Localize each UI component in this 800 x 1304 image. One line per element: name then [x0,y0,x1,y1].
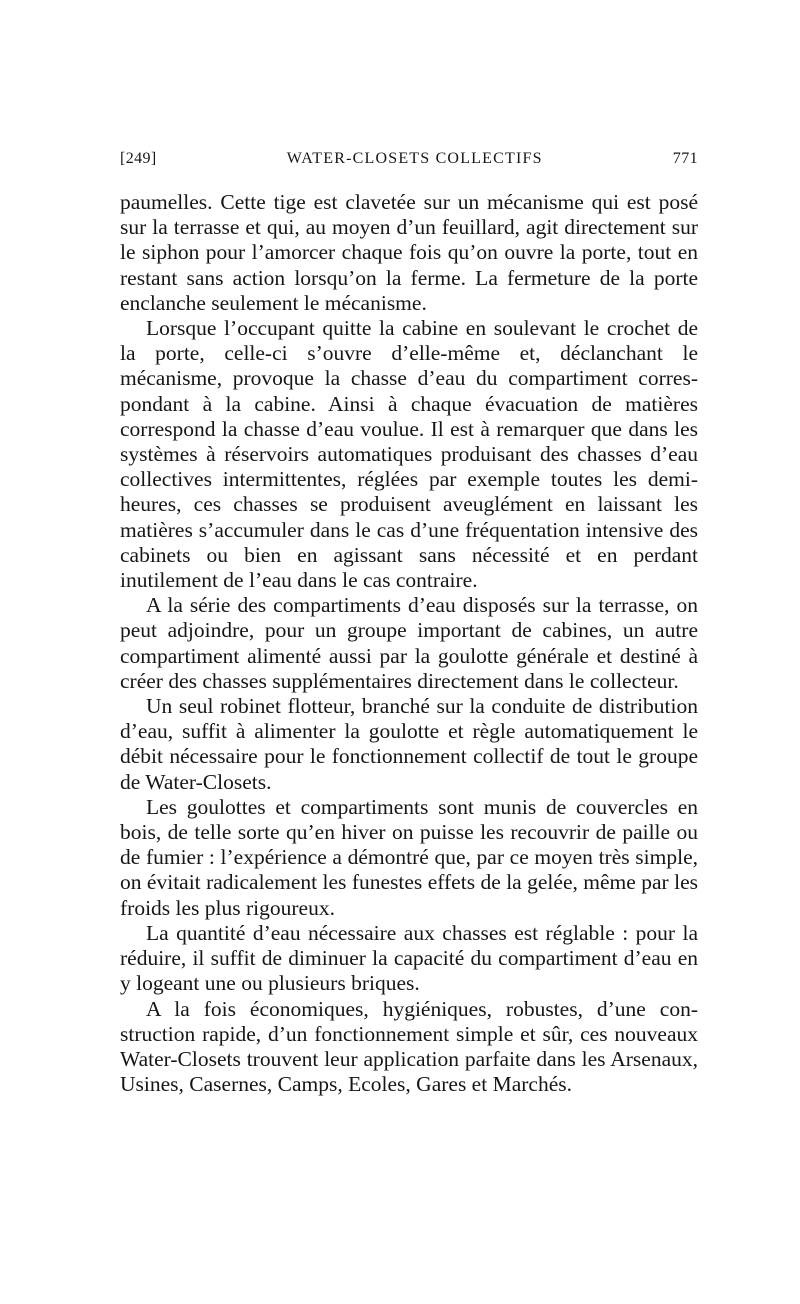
paragraph-4: Un seul robinet flotteur, branché sur la conduite de distribution d’eau, suffit à alimenter la goulotte et règle automatiquement le débit nécessaire pour le fonctionnement collectif de tout le groupe de Water-Closets. [120,694,698,794]
paragraph-6: La quantité d’eau nécessaire aux chasses est réglable : pour la réduire, il suffit de diminuer la capacité du compartiment d’eau en y logeant une ou plusieurs briques. [120,920,698,996]
page-number: 771 [672,150,698,167]
paragraph-7: A la fois économiques, hygiéniques, robustes, d’une construction rapide, d’un fonctionnement simple et sûr, ces nouveaux Water-Closets trouvent leur application parfaite dans les Arsenaux, Usines, Casernes, Camps, Ecoles, Gares et Marchés. [120,996,698,1097]
paragraph-3: A la série des compartiments d’eau disposés sur la terrasse, on peut adjoindre, pour un groupe important de cabines, un autre compartiment alimenté aussi par la goulotte générale et destiné à créer des chasses supplémentaires directement dans le collecteur. [120,593,698,693]
running-header [120,150,698,190]
paragraph-1: paumelles. Cette tige est clavetée sur un mécanisme qui est posé sur la terrasse et qui, au moyen d’un feuillard, agit directement sur le siphon pour l’amorcer chaque fois qu’on ouvre la porte, tout en restant sans action lorsqu’on la ferme. La fermeture de la porte enclanche seulement le mécanisme. [120,190,698,315]
paragraph-5: Les goulottes et compartiments sont munis de couvercles en bois, de telle sorte qu’en hiver on puisse les recouvrir de paille ou de fumier : l’expérience a démontré que, par ce moyen très simple, on évitait radicalement les funestes effets de la gelée, même par les froids les plus rigoureux. [120,794,698,920]
page-reference: [249] [120,150,157,167]
chapter-title: WATER-CLOSETS COLLECTIFS [286,150,543,167]
paragraph-2: Lorsque l’occupant quitte la cabine en soulevant le crochet de la porte, celle-ci s’ouvre d’elle-même et, déclanchant le mécanisme, provoque la chasse d’eau du compartiment correspondant à la cabine. Ainsi à chaque évacuation de matières correspond la chasse d’eau voulue. Il est à remarquer que dans les systèmes à réservoirs automatiques produisant des chasses d’eau collectives intermittentes, réglées par exemple toutes les demi-heures, ces chasses se produisent aveuglément en laissant les matières s’accumuler dans le cas d’une fréquentation intensive des cabinets ou bien en agissant sans nécessité et en perdant inutilement de l’eau dans le cas contraire. [120,316,698,593]
book-page [120,150,698,1097]
body-text [120,190,698,1097]
